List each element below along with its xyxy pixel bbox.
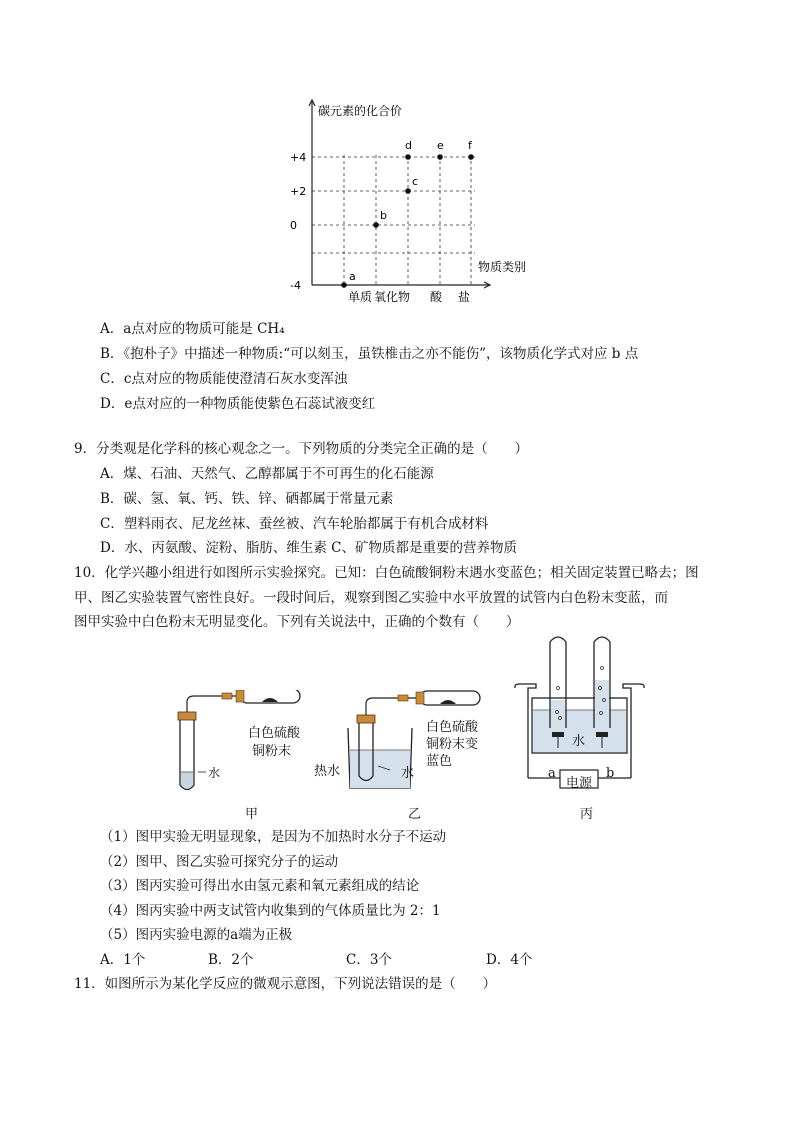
data-point-b — [373, 222, 379, 228]
q10-choice-c: C．3个 — [346, 952, 392, 968]
data-point-f — [468, 154, 474, 160]
q9-option-b: B．碳、氢、氧、钙、铁、锌、硒都属于常量元素 — [100, 491, 394, 507]
y-tick-label: +2 — [290, 185, 307, 198]
q10-statement-2: （2）图甲、图乙实验可探究分子的运动 — [100, 854, 339, 870]
q10-statement-4: （4）图丙实验中两支试管内收集到的气体质量比为 2：1 — [100, 903, 441, 919]
q10-statement-3: （3）图丙实验可得出水由氢元素和氧元素组成的结论 — [100, 878, 420, 894]
data-point-a — [341, 282, 347, 288]
figure-jia — [170, 690, 320, 800]
y-tick-label: +4 — [290, 151, 307, 164]
data-point-label-d: d — [405, 139, 412, 152]
valence-chart — [280, 95, 560, 310]
x-category-label: 盐 — [458, 290, 471, 304]
x-axis-label: 物质类别 — [478, 260, 527, 274]
q10-choice-d: D．4个 — [486, 952, 533, 968]
x-category-label: 氧化物 — [374, 290, 411, 304]
data-point-label-c: c — [412, 175, 419, 188]
yi-hot-water-label: 热水 — [314, 764, 341, 779]
yi-powder-label-2: 铜粉末变 — [426, 737, 479, 752]
q10-statement-5: （5）图丙实验电源的a端为正极 — [100, 927, 293, 943]
bing-caption: 丙 — [580, 807, 594, 822]
q10-stem-line-3: 图甲实验中白色粉末无明显变化。下列有关说法中，正确的个数有（ ） — [74, 614, 520, 630]
yi-caption: 乙 — [408, 807, 422, 822]
yi-water-label: 水 — [401, 766, 415, 781]
q8-option-d: D．e点对应的一种物质能使紫色石蕊试液变红 — [100, 396, 376, 412]
q9-option-c: C．塑料雨衣、尼龙丝袜、蚕丝被、汽车轮胎都属于有机合成材料 — [100, 516, 489, 532]
jia-caption: 甲 — [245, 807, 259, 822]
data-point-label-a: a — [349, 270, 356, 283]
q8-option-a: A．a点对应的物质可能是 CH₄ — [100, 321, 285, 337]
q9-stem: 9．分类观是化学科的核心观念之一。下列物质的分类完全正确的是（ ） — [74, 441, 529, 457]
bing-source-label: 电源 — [566, 776, 593, 791]
q9-option-d: D．水、丙氨酸、淀粉、脂肪、维生素 C、矿物质都是重要的营养物质 — [100, 540, 517, 556]
data-point-c — [405, 188, 411, 194]
bing-terminal-a: a — [548, 766, 556, 781]
data-point-d — [405, 154, 411, 160]
q10-choice-b: B．2个 — [208, 952, 254, 968]
yi-powder-label-3: 蓝色 — [426, 754, 453, 769]
x-category-label: 酸 — [430, 290, 443, 304]
data-point-e — [437, 154, 443, 160]
q10-stem-line-2: 甲、图乙实验装置气密性良好。一段时间后，观察到图乙实验中水平放置的试管内白色粉末变蓝，而 — [74, 590, 668, 606]
data-point-label-f: f — [468, 139, 472, 152]
data-point-label-e: e — [437, 139, 444, 152]
jia-water-label: 水 — [208, 766, 221, 780]
q8-option-b: B．《抱朴子》中描述一种物质:“可以刻玉，虽铁椎击之亦不能伤”，该物质化学式对应 b 点 — [100, 346, 639, 362]
jia-powder-label-2: 铜粉末 — [252, 744, 292, 759]
q9-option-a: A．煤、石油、天然气、乙醇都属于不可再生的化石能源 — [100, 466, 434, 482]
jia-powder-label-1: 白色硫酸 — [248, 726, 301, 741]
y-axis-label: 碳元素的化合价 — [318, 104, 403, 118]
yi-powder-label-1: 白色硫酸 — [426, 720, 479, 735]
bing-water-label: 水 — [572, 734, 586, 749]
q8-option-c: C．c点对应的物质能使澄清石灰水变浑浊 — [100, 371, 348, 387]
x-category-label: 单质 — [348, 290, 373, 304]
q11-stem: 11．如图所示为某化学反应的微观示意图，下列说法错误的是（ ） — [74, 976, 497, 992]
q10-stem-line-1: 10．化学兴趣小组进行如图所示实验探究。已知：白色硫酸铜粉末遇水变蓝色；相关固定装置已略去；图 — [74, 565, 699, 581]
y-tick-label: 0 — [290, 219, 297, 232]
y-tick-label: -4 — [290, 279, 301, 292]
q10-statement-1: （1）图甲实验无明显现象，是因为不加热时水分子不运动 — [100, 829, 447, 845]
bing-terminal-b: b — [606, 766, 615, 781]
data-point-label-b: b — [380, 209, 387, 222]
q10-choice-a: A．1个 — [100, 952, 146, 968]
